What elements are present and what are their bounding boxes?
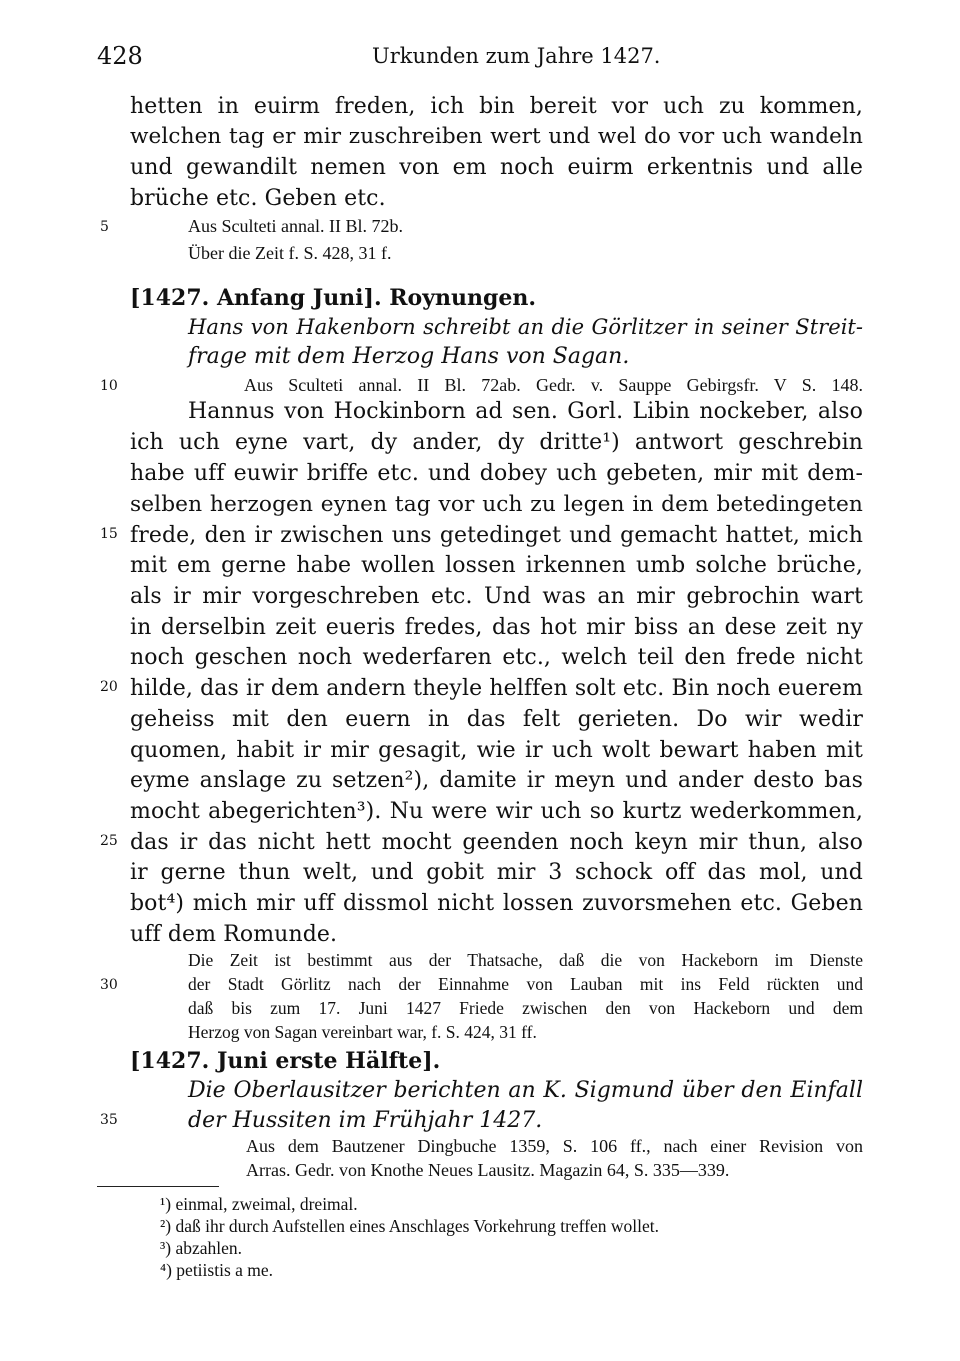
text-line: hetten in euirm freden, ich bin bereit vor uch zu kommen, xyxy=(130,94,863,119)
source-note: Aus dem Bautzener Dingbuche 1359, S. 106 ff., nach einer Revision von xyxy=(246,1136,863,1156)
text-line: das ir das nicht hett mocht geenden noch keyn mir thun, also xyxy=(130,830,863,855)
source-note: Arras. Gedr. von Knothe Neues Lausitz. Magazin 64, S. 335—339. xyxy=(246,1160,730,1180)
text-line: brüche etc. Geben etc. xyxy=(130,186,386,211)
line-number: 5 xyxy=(100,219,109,235)
text-line: Hannus von Hockinborn ad sen. Gorl. Libin nockeber, also xyxy=(188,399,863,424)
line-number: 35 xyxy=(100,1112,118,1128)
document-summary: der Hussiten im Frühjahr 1427. xyxy=(188,1108,543,1133)
text-line: als ir mir vorgeschreben etc. Und was an mir gebrochin wart xyxy=(130,584,863,609)
text-line: habe uff euwir briffe etc. und dobey uch gebeten, mir mit dem- xyxy=(130,461,863,486)
dating-note: der Stadt Görlitz nach der Einnahme von Lauban mit ins Feld rückten und xyxy=(188,974,863,994)
text-line: geheiss mit den euern in das felt gerieten. Do wir wedir xyxy=(130,707,863,732)
source-note: Aus Sculteti annal. II Bl. 72ab. Gedr. v. Sauppe Gebirgsfr. V S. 148. xyxy=(244,375,863,395)
line-number: 10 xyxy=(100,378,118,394)
line-number: 15 xyxy=(100,526,118,542)
dating-note: daß bis zum 17. Juni 1427 Friede zwischen den von Hackeborn und dem xyxy=(188,998,863,1018)
text-line: ir gerne thun welt, und gobit mir 3 schock off das mol, und xyxy=(130,860,863,885)
document-summary: frage mit dem Herzog Hans von Sagan. xyxy=(188,344,630,369)
dating-note: Die Zeit ist bestimmt aus der Thatsache, daß die von Hackeborn im Dienste xyxy=(188,950,863,970)
footnote: ²) daß ihr durch Aufstellen eines Anschlages Vorkehrung treffen wollet. xyxy=(160,1216,660,1236)
document-summary: Hans von Hakenborn schreibt an die Görlitzer in seiner Streit- xyxy=(188,314,863,339)
document-summary: Die Oberlausitzer berichten an K. Sigmund über den Einfall xyxy=(188,1078,863,1103)
document-heading: [1427. Juni erste Hälfte]. xyxy=(130,1048,441,1074)
dating-note: Herzog von Sagan vereinbart war, f. S. 424, 31 ff. xyxy=(188,1022,537,1042)
footnote-rule xyxy=(97,1186,219,1187)
text-line: eyme anslage zu setzen²), damite ir meyn und ander desto bas xyxy=(130,768,863,793)
text-line: bot⁴) mich mir uff dissmol nicht lossen zuvorsmehen etc. Geben xyxy=(130,891,863,916)
line-number: 25 xyxy=(100,833,118,849)
text-line: hilde, das ir dem andern theyle helffen solt etc. Bin noch euerem xyxy=(130,676,863,701)
source-note: Aus Sculteti annal. II Bl. 72b. xyxy=(188,216,403,236)
text-line: frede, den ir zwischen uns getedinget und gemacht hattet, mich xyxy=(130,523,863,548)
footnote: ¹) einmal, zweimal, dreimal. xyxy=(160,1194,358,1214)
text-line: welchen tag er mir zuschreiben wert und wel do vor uch wandeln xyxy=(130,124,863,149)
footnote: ³) abzahlen. xyxy=(160,1238,243,1258)
footnote: ⁴) petiistis a me. xyxy=(160,1260,274,1280)
text-line: in derselbin zeit eueris fredes, das hot mir biss an dese zeit ny xyxy=(130,615,863,640)
page-header xyxy=(97,42,867,72)
line-number: 30 xyxy=(100,977,118,993)
text-line: mocht abegerichten³). Nu were wir uch so kurtz wederkommen, xyxy=(130,799,863,824)
text-line: uff dem Romunde. xyxy=(130,922,338,947)
text-line: selben herzogen eynen tag vor uch zu legen in dem betedingeten xyxy=(130,492,863,517)
page-number: 428 xyxy=(97,42,143,70)
text-line: noch geschen noch wederfaren etc., welch teil den frede nicht xyxy=(130,645,863,670)
document-heading: [1427. Anfang Juni]. Roynungen. xyxy=(130,285,537,311)
text-line: quomen, habit ir mir gesagit, wie ir uch wolt bewart haben mit xyxy=(130,738,863,763)
source-note: Über die Zeit f. S. 428, 31 f. xyxy=(188,243,392,263)
running-title: Urkunden zum Jahre 1427. xyxy=(372,44,661,68)
line-number: 20 xyxy=(100,679,118,695)
text-line: mit em gerne habe wollen lossen irkennen umb solche brüche, xyxy=(130,553,863,578)
text-line: und gewandilt nemen von em noch euirm erkentnis und alle xyxy=(130,155,863,180)
text-line: ich uch eyne vart, dy ander, dy dritte¹) antwort geschrebin xyxy=(130,430,863,455)
